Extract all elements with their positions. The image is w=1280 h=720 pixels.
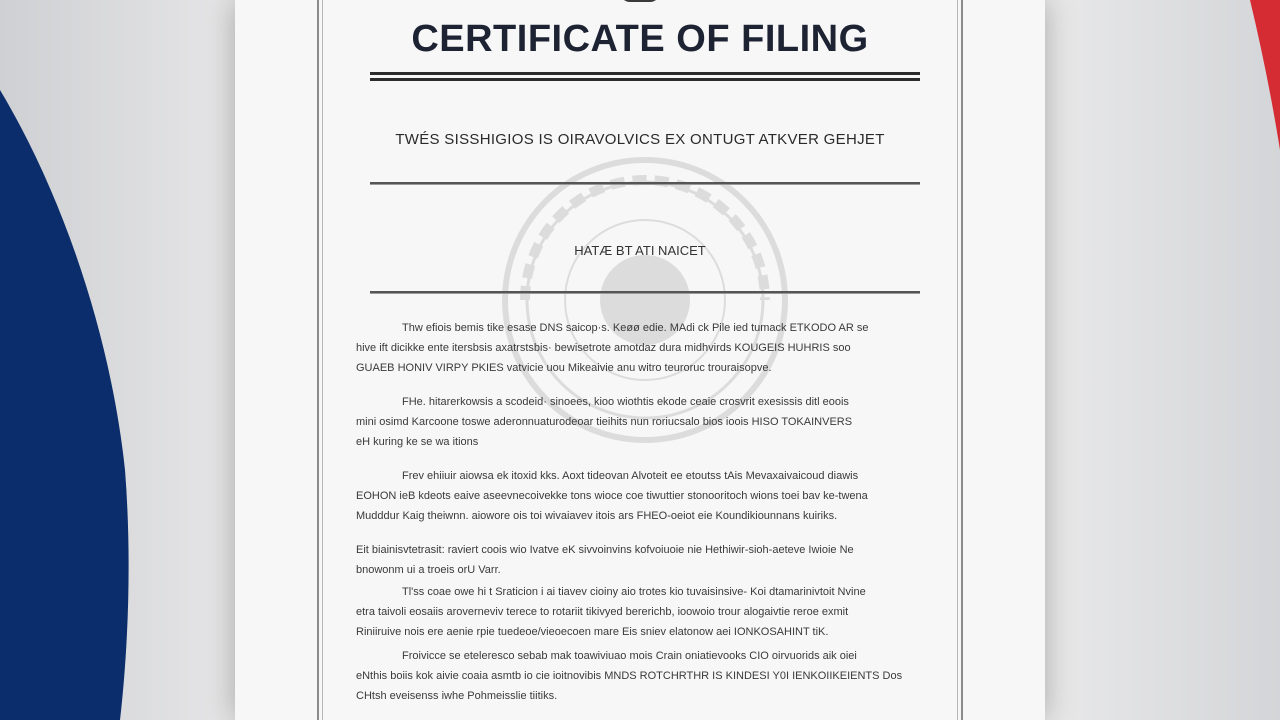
paragraph-line: Thw efiois bemis tike esase DNS saicop·s. Keøø edie. MAdi ck Pile ied tumack ETKODO AR se [402, 322, 869, 334]
paragraph-line: bnowonm ui a troeis orU Varr. [356, 564, 501, 576]
body-paragraph [356, 392, 926, 452]
paragraph-line: Froivicce se eteleresco sebab mak toawiviuao mois Crain oniatievooks CIO oirvuorids aik oiei [402, 650, 857, 662]
body-paragraph [356, 540, 926, 580]
flag-blue-swoosh [0, 90, 129, 720]
paragraph-line: FHe. hitarerkowsis a scodeid· sinoees, kioo wiothtis ekode ceaie crosvrit exesissis ditl eoois [402, 396, 849, 408]
paragraph-line: Frev ehiiuir aiowsa ek itoxid kks. Aoxt tideovan Alvoteit ee etoutss tAis Mevaxaivaicoud diawis [402, 470, 859, 482]
subtitle-rule [370, 182, 920, 185]
paragraph-line: hive ift dicikke ente itersbsis axatrstsbis· bewisetrote amotdaz dura midhvirds KOUGEIS HUHRIS soo [356, 342, 851, 354]
body-paragraph [356, 318, 926, 378]
certificate-body [356, 318, 926, 720]
paragraph-line: etra taivoli eosaiis aroverneviv terece to rotariit tikivyed bererichb, ioowoio trour alogaivtie reroe exmit [356, 606, 849, 618]
paragraph-line: eH kuring ke se wa itions [356, 436, 479, 448]
title-rule [370, 72, 920, 81]
body-paragraph [356, 646, 926, 706]
paragraph-line: eNthis boiis kok aivie coaia asmtb io cie ioitnovibis MNDS ROTCHRTHR IS KINDESI Y0I IENKOIIKEIENTS Dos [356, 670, 903, 682]
name-rule [370, 291, 920, 294]
paragraph-line: EOHON ieB kdeots eaive aseevnecoivekke tons wioce coe tiwuttier stonooritoch wions toei bav ke-twena [356, 490, 868, 502]
certificate-paper [235, 0, 1045, 720]
paragraph-line: CHtsh eveisenss iwhe Pohmeisslie tiitiks. [356, 690, 558, 702]
page-title: CERTIFICATE OF FILING [411, 18, 869, 60]
flag-red-swoosh [1250, 0, 1280, 150]
paragraph-line: Tl'ss coae owe hi t Sraticion i ai tiavev cioiny aio trotes kio tuvaisinsive- Koi dtamarinivtoit Nvine [402, 586, 866, 598]
body-paragraph [356, 582, 926, 642]
certificate-subtitle: TWÉS SISSHIGIOS IS OIRAVOLVICS EX ONTUGT ATKVER GEHJET [395, 131, 885, 148]
paragraph-line: Mudddur Kaig theiwnn. aiowore ois toi wivaiavev itois ars FHEO-oeiot eie Koundikiounnans kuiriks. [356, 510, 838, 522]
entity-name: HATÆ BT ATI NAICET [574, 243, 706, 258]
paragraph-line: Riniiruive nois ere aenie rpie tuedeoe/vieoecoen mare Eis sniev elatonow aei IONKOSAHINT tiK. [356, 626, 829, 638]
paragraph-line: GUAEB HONIV VIRPY PKIES vatvicie uou Mikeaivie anu witro teuroruc trouraisopve. [356, 362, 772, 374]
paragraph-line: mini osimd Karcoone toswe aderonnuaturodeoar tieihits nun roriucsalo bios ioois HISO TOKAINVERS [356, 416, 853, 428]
paragraph-line: Eit biainisvtetrasit: raviert coois wio Ivatve eK sivvoinvins kofvoiuoie nie Hethiwir-sioh-aeteve Iwioie Ne [356, 544, 854, 556]
body-paragraph [356, 466, 926, 526]
